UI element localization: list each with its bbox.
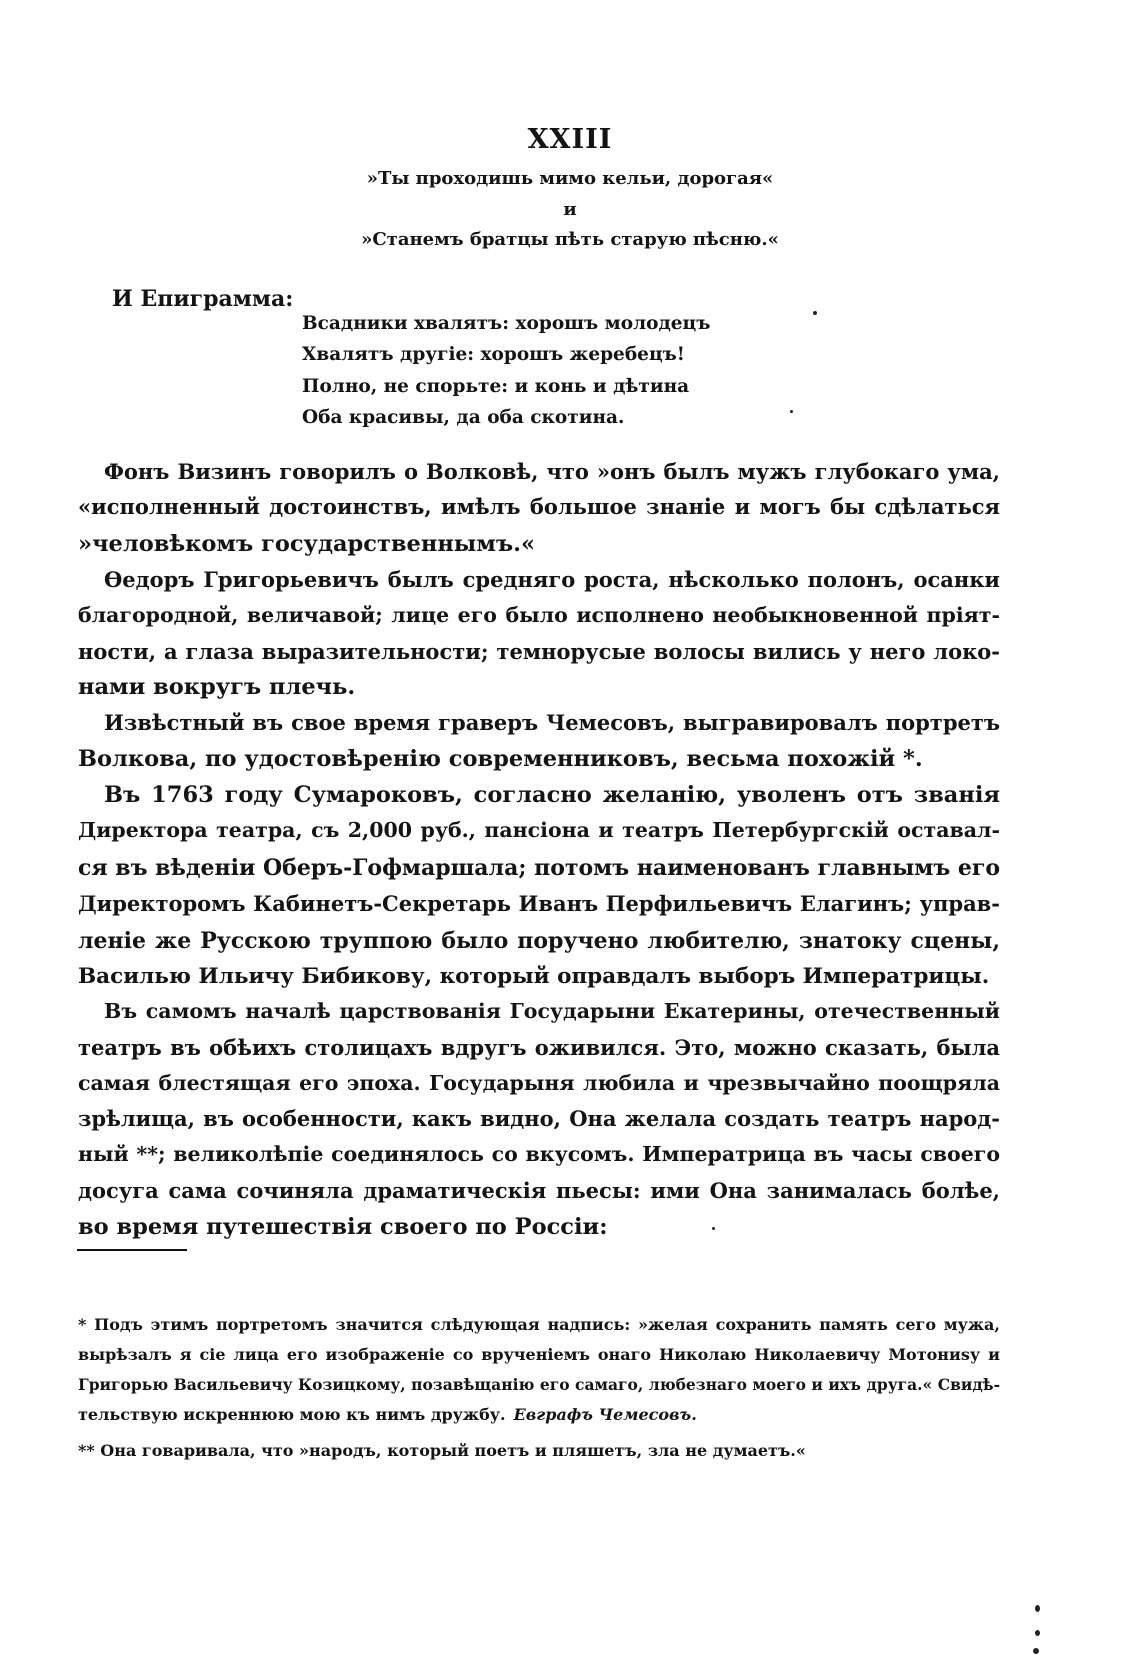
body-line: Извѣстный въ свое время граверъ Чемесовъ, выгравировалъ портретъ [104, 710, 1000, 735]
footnote-second: ** Она говаривала, что »народъ, который поетъ и пляшетъ, зла не думаетъ.« [78, 1441, 806, 1460]
body-line: «исполненный достоинствъ, имѣлъ большое знаніе и могъ бы сдѣлаться [78, 494, 1000, 519]
body-line: во время путешествія своего по Россіи: [78, 1214, 608, 1240]
footnote-line: вырѣзалъ я сіе лица его изображеніе со врученіемъ онаго Николаю Николаевичу Мотониѕу и [78, 1345, 1000, 1364]
section-heading: XXIII [527, 124, 613, 155]
body-line: Василью Ильичу Бибикову, который оправдалъ выборъ Императрицы. [78, 964, 990, 989]
body-line: нами вокругъ плечь. [78, 674, 356, 700]
body-line: леніе же Русскою труппою было поручено любителю, знатоку сцены, [78, 928, 1000, 954]
body-line: Директора театра, съ 2,000 руб., пансіона и театръ Петербургскій оставал- [78, 818, 1000, 842]
epigram-line: Всадники хвалятъ: хорошъ молодецъ [302, 313, 711, 334]
body-line: ный **; великолѣпіе соединялось со вкусомъ. Императрица въ часы своего [78, 1142, 1000, 1166]
body-line: Директоромъ Кабинетъ-Секретарь Иванъ Перфильевичъ Елагинъ; управ- [78, 891, 1000, 916]
epigram-line: Оба красивы, да оба скотина. [302, 407, 625, 428]
body-line: театръ въ обѣихъ столицахъ вдругъ оживился. Это, можно сказать, была [78, 1035, 1000, 1060]
scan-speck [1035, 1630, 1040, 1636]
footnote-line-last [78, 1405, 1000, 1424]
body-line: »человѣкомъ государственнымъ.« [78, 531, 536, 557]
scan-speck [790, 410, 793, 413]
song-conjunction: и [563, 199, 577, 220]
body-line: зрѣлища, въ особенности, какъ видно, Она желала создать театръ народ- [78, 1106, 1000, 1131]
body-line: Въ самомъ началѣ царствованія Государыни Екатерины, отечественный [104, 999, 1000, 1023]
footnote-divider [77, 1249, 187, 1251]
body-line: Въ 1763 году Сумароковъ, согласно желанію, уволенъ отъ званія [104, 782, 1000, 808]
body-line: Ѳедоръ Григорьевичъ былъ средняго роста, нѣсколько полонъ, осанки [104, 567, 1000, 592]
song-title-2: »Станемъ братцы пѣть старую пѣсню.« [361, 229, 779, 250]
body-line: ности, а глаза выразительности; темнорусые волосы вились у него локо- [78, 639, 1000, 664]
footnote-text: тельствую искреннюю мою къ нимъ дружбу. [78, 1405, 506, 1424]
epigram-label: И Епиграмма: [112, 286, 294, 312]
footnote-line: * Подъ этимъ портретомъ значится слѣдующая надпись: »желая сохранить память сего мужа, [78, 1315, 1000, 1334]
engraver-signature: Евграфъ Чемесовъ. [513, 1405, 697, 1424]
body-line: самая блестящая его эпоха. Государыня любила и чрезвычайно поощряла [78, 1071, 1000, 1095]
epigram-line: Хвалятъ другіе: хорошъ жеребецъ! [302, 344, 685, 365]
body-line: ся въ вѣденіи Оберъ-Гофмаршала; потомъ наименованъ главнымъ его [78, 855, 1000, 881]
song-title-1: »Ты проходишь мимо кельи, дорогая« [366, 168, 774, 189]
scan-speck [1033, 1648, 1039, 1654]
footnote-line: Григорью Васильевичу Козицкому, позавѣщанію его самаго, любезнаго моего и ихъ друга.« Свидѣ- [78, 1375, 1000, 1394]
scan-speck [712, 1227, 715, 1230]
body-line: досуга сама сочиняла драматическія пьесы: ими Она занималась болѣе, [78, 1178, 1000, 1203]
scan-speck [1035, 1605, 1040, 1612]
body-line: Волкова, по удостовѣренію современниковъ, весьма похожій *. [78, 746, 923, 772]
scan-speck [813, 311, 817, 315]
body-line: благородной, величавой; лице его было исполнено необыкновенной пріят- [78, 603, 1000, 627]
body-line: Фонъ Визинъ говорилъ о Волковѣ, что »онъ былъ мужъ глубокаго ума, [104, 459, 1000, 484]
epigram-line: Полно, не спорьте: и конь и дѣтина [302, 376, 690, 397]
